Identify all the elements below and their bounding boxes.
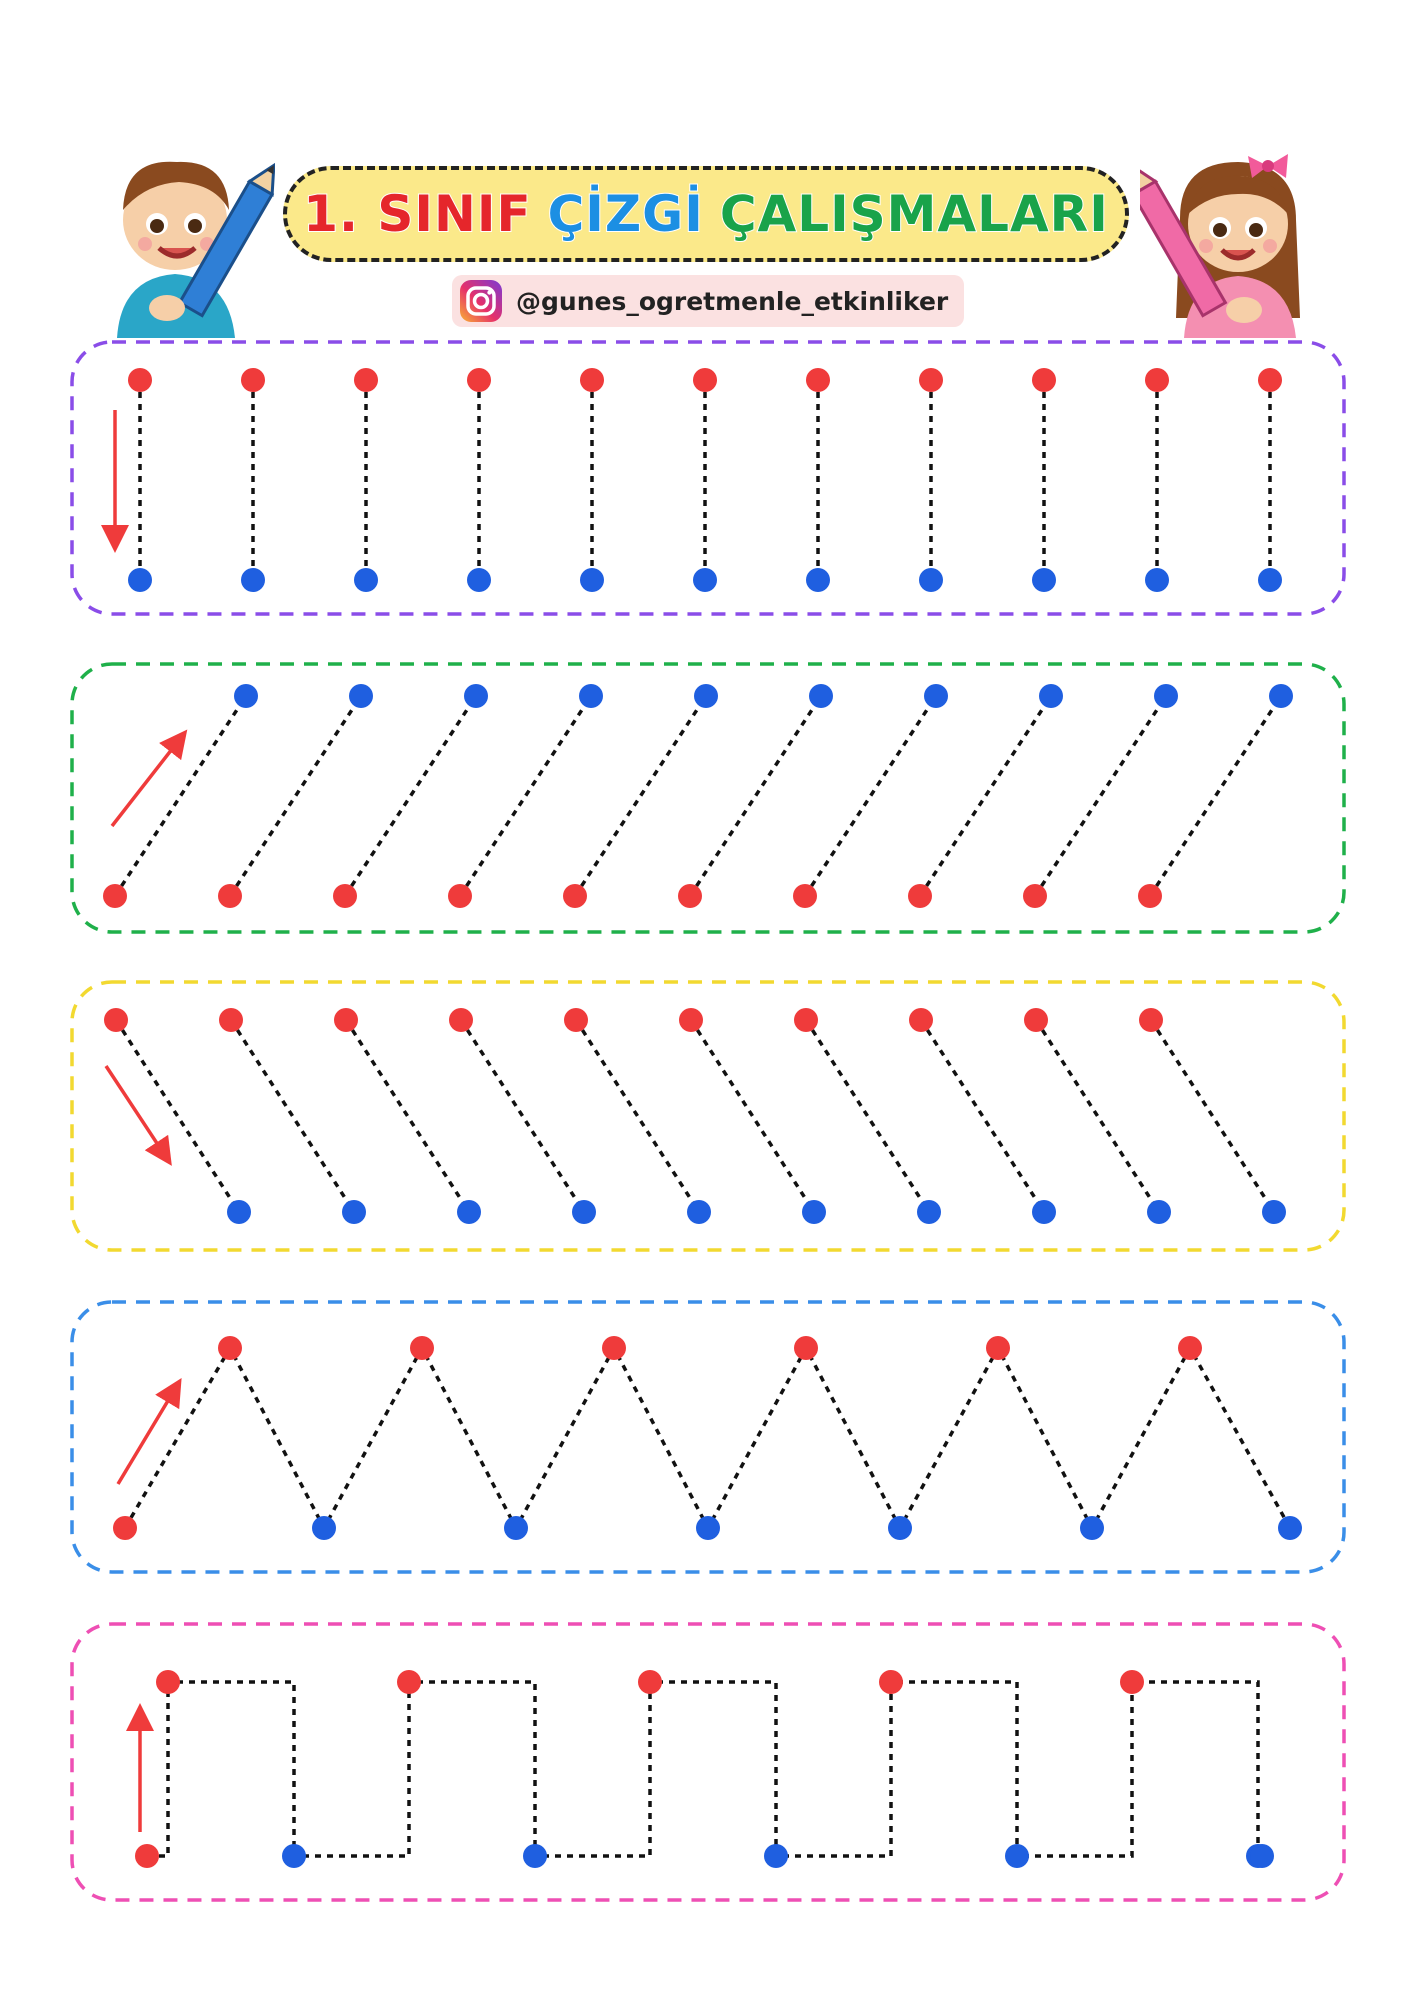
start-dot — [678, 884, 702, 908]
start-dot — [909, 1008, 933, 1032]
trace-line — [575, 696, 706, 896]
start-dot — [1023, 884, 1047, 908]
end-dot — [1005, 1844, 1029, 1868]
end-dot — [687, 1200, 711, 1224]
start-dot — [1139, 1008, 1163, 1032]
end-dot — [504, 1516, 528, 1540]
end-dot — [1262, 1200, 1286, 1224]
start-dot — [564, 1008, 588, 1032]
start-dot — [218, 884, 242, 908]
instagram-handle: @gunes_ogretmenle_etkinliker — [516, 286, 949, 316]
start-dot — [1032, 368, 1056, 392]
start-dot — [679, 1008, 703, 1032]
end-dot — [802, 1200, 826, 1224]
start-dot — [806, 368, 830, 392]
end-dot — [523, 1844, 547, 1868]
end-dot — [1154, 684, 1178, 708]
trace-line — [1150, 696, 1281, 896]
end-dot — [693, 568, 717, 592]
trace-line — [461, 1020, 584, 1212]
end-dot — [1039, 684, 1063, 708]
start-dot — [354, 368, 378, 392]
panel-vertical-lines — [72, 342, 1344, 614]
panel-diagonal-down-right — [72, 982, 1344, 1250]
end-dot — [580, 568, 604, 592]
start-dot — [113, 1516, 137, 1540]
start-dot — [693, 368, 717, 392]
end-dot — [806, 568, 830, 592]
end-dot — [227, 1200, 251, 1224]
start-dot — [879, 1670, 903, 1694]
trace-line — [576, 1020, 699, 1212]
end-dot — [342, 1200, 366, 1224]
end-dot — [917, 1200, 941, 1224]
direction-arrow — [106, 1066, 168, 1160]
end-dot — [1269, 684, 1293, 708]
panel-square-wave — [72, 1624, 1344, 1900]
trace-line — [345, 696, 476, 896]
end-dot — [1278, 1516, 1302, 1540]
end-dot — [1032, 1200, 1056, 1224]
start-dot — [1138, 884, 1162, 908]
start-dot — [794, 1008, 818, 1032]
end-dot — [282, 1844, 306, 1868]
trace-line — [1035, 696, 1166, 896]
start-dot — [580, 368, 604, 392]
end-dot — [572, 1200, 596, 1224]
panel-diagonal-up-right — [72, 664, 1344, 932]
end-dot — [128, 568, 152, 592]
trace-line — [460, 696, 591, 896]
trace-line — [806, 1020, 929, 1212]
end-dot — [1250, 1844, 1274, 1868]
end-dot — [924, 684, 948, 708]
start-dot — [103, 884, 127, 908]
start-dot — [793, 884, 817, 908]
start-dot — [219, 1008, 243, 1032]
trace-path — [125, 1348, 1290, 1528]
start-dot — [1258, 368, 1282, 392]
start-dot — [128, 368, 152, 392]
start-dot — [156, 1670, 180, 1694]
title-line-word: ÇİZGİ — [547, 185, 704, 243]
title-exercises-word: ÇALIŞMALARI — [719, 185, 1109, 243]
end-dot — [696, 1516, 720, 1540]
end-dot — [809, 684, 833, 708]
trace-line — [1036, 1020, 1159, 1212]
end-dot — [1258, 568, 1282, 592]
direction-arrow — [112, 735, 183, 826]
start-dot — [104, 1008, 128, 1032]
end-dot — [349, 684, 373, 708]
trace-line — [231, 1020, 354, 1212]
trace-line — [346, 1020, 469, 1212]
end-dot — [467, 568, 491, 592]
end-dot — [694, 684, 718, 708]
start-dot — [218, 1336, 242, 1360]
trace-line — [920, 696, 1051, 896]
end-dot — [457, 1200, 481, 1224]
end-dot — [888, 1516, 912, 1540]
end-dot — [464, 684, 488, 708]
panel-frame — [72, 1624, 1344, 1900]
start-dot — [1024, 1008, 1048, 1032]
start-dot — [241, 368, 265, 392]
end-dot — [764, 1844, 788, 1868]
trace-path — [147, 1682, 1262, 1856]
start-dot — [334, 1008, 358, 1032]
start-dot — [919, 368, 943, 392]
trace-line — [1151, 1020, 1274, 1212]
trace-line — [690, 696, 821, 896]
start-dot — [397, 1670, 421, 1694]
trace-line — [805, 696, 936, 896]
panel-zigzag — [72, 1302, 1344, 1572]
end-dot — [1145, 568, 1169, 592]
end-dot — [1032, 568, 1056, 592]
start-dot — [1120, 1670, 1144, 1694]
direction-arrow — [118, 1384, 178, 1484]
start-dot — [602, 1336, 626, 1360]
end-dot — [1080, 1516, 1104, 1540]
title-grade: 1. SINIF — [303, 185, 532, 243]
end-dot — [354, 568, 378, 592]
end-dot — [241, 568, 265, 592]
start-dot — [794, 1336, 818, 1360]
start-dot — [467, 368, 491, 392]
end-dot — [234, 684, 258, 708]
end-dot — [1147, 1200, 1171, 1224]
trace-line — [116, 1020, 239, 1212]
trace-line — [230, 696, 361, 896]
end-dot — [919, 568, 943, 592]
start-dot — [908, 884, 932, 908]
start-dot — [638, 1670, 662, 1694]
start-dot — [1178, 1336, 1202, 1360]
start-dot — [449, 1008, 473, 1032]
start-dot — [1145, 368, 1169, 392]
start-dot — [448, 884, 472, 908]
start-dot — [563, 884, 587, 908]
trace-line — [921, 1020, 1044, 1212]
end-dot — [579, 684, 603, 708]
start-dot — [135, 1844, 159, 1868]
end-dot — [312, 1516, 336, 1540]
start-dot — [986, 1336, 1010, 1360]
trace-line — [691, 1020, 814, 1212]
start-dot — [410, 1336, 434, 1360]
start-dot — [333, 884, 357, 908]
